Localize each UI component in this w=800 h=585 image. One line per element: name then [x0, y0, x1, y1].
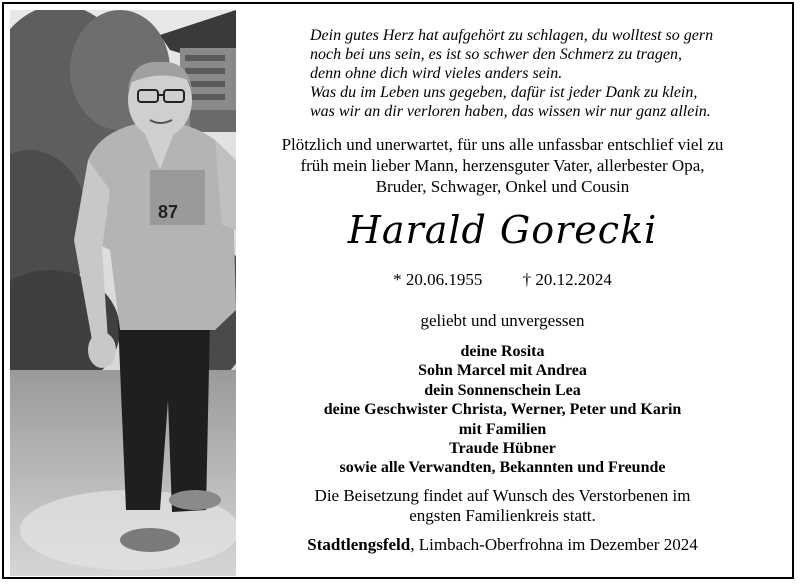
intro-line: früh mein lieber Mann, herzensguter Vater, allerbester Opa, [300, 156, 705, 175]
poem-line: was wir an dir verloren haben, das wissen wir nur ganz allein. [310, 103, 711, 120]
closing-place: Stadtlengsfeld [307, 535, 411, 554]
funeral-line: engsten Familienkreis statt. [409, 506, 596, 525]
memorial-poem [310, 26, 790, 121]
mourner-line: Traude Hübner [449, 440, 556, 458]
mourner-line: Sohn Marcel mit Andrea [418, 362, 587, 380]
deceased-name: Harald Gorecki [347, 208, 658, 252]
mourner-line: deine Rosita [460, 343, 545, 360]
funeral-line: Die Beisetzung findet auf Wunsch des Verstorbenen im [314, 486, 691, 505]
mourner-line: dein Sonnenschein Lea [424, 381, 581, 399]
poem-line: Was du im Leben uns gegeben, dafür ist jeder Dank zu klein, [310, 84, 698, 101]
mourners-list [250, 342, 755, 478]
intro-line: Plötzlich und unerwartet, für uns alle unfassbar entschlief viel zu [281, 135, 724, 154]
closing-rest: , Limbach-Oberfrohna im Dezember 2024 [410, 535, 698, 554]
notice-text [250, 0, 795, 585]
intro-line: Bruder, Schwager, Onkel und Cousin [375, 177, 630, 196]
funeral-notice [250, 486, 755, 526]
shirt-print-number: 87 [158, 202, 179, 222]
poem-line: Dein gutes Herz hat aufgehört zu schlagen, du wolltest so gern [310, 27, 714, 44]
mourner-line: mit Familien [458, 420, 547, 438]
subtitle: geliebt und unvergessen [420, 311, 585, 330]
mourner-line: sowie alle Verwandten, Bekannten und Freunde [339, 459, 666, 477]
poem-line: denn ohne dich wird vieles anders sein. [310, 65, 563, 82]
intro-text [250, 134, 755, 197]
birth-date: * 20.06.1955 [393, 270, 483, 289]
mourner-line: deine Geschwister Christa, Werner, Peter und Karin [323, 401, 682, 419]
closing-place-date [250, 535, 755, 555]
poem-line: noch bei uns sein, es ist so schwer den Schmerz zu tragen, [310, 46, 682, 63]
life-dates [250, 270, 755, 290]
portrait-photo [10, 10, 236, 576]
death-date: † 20.12.2024 [522, 270, 612, 289]
